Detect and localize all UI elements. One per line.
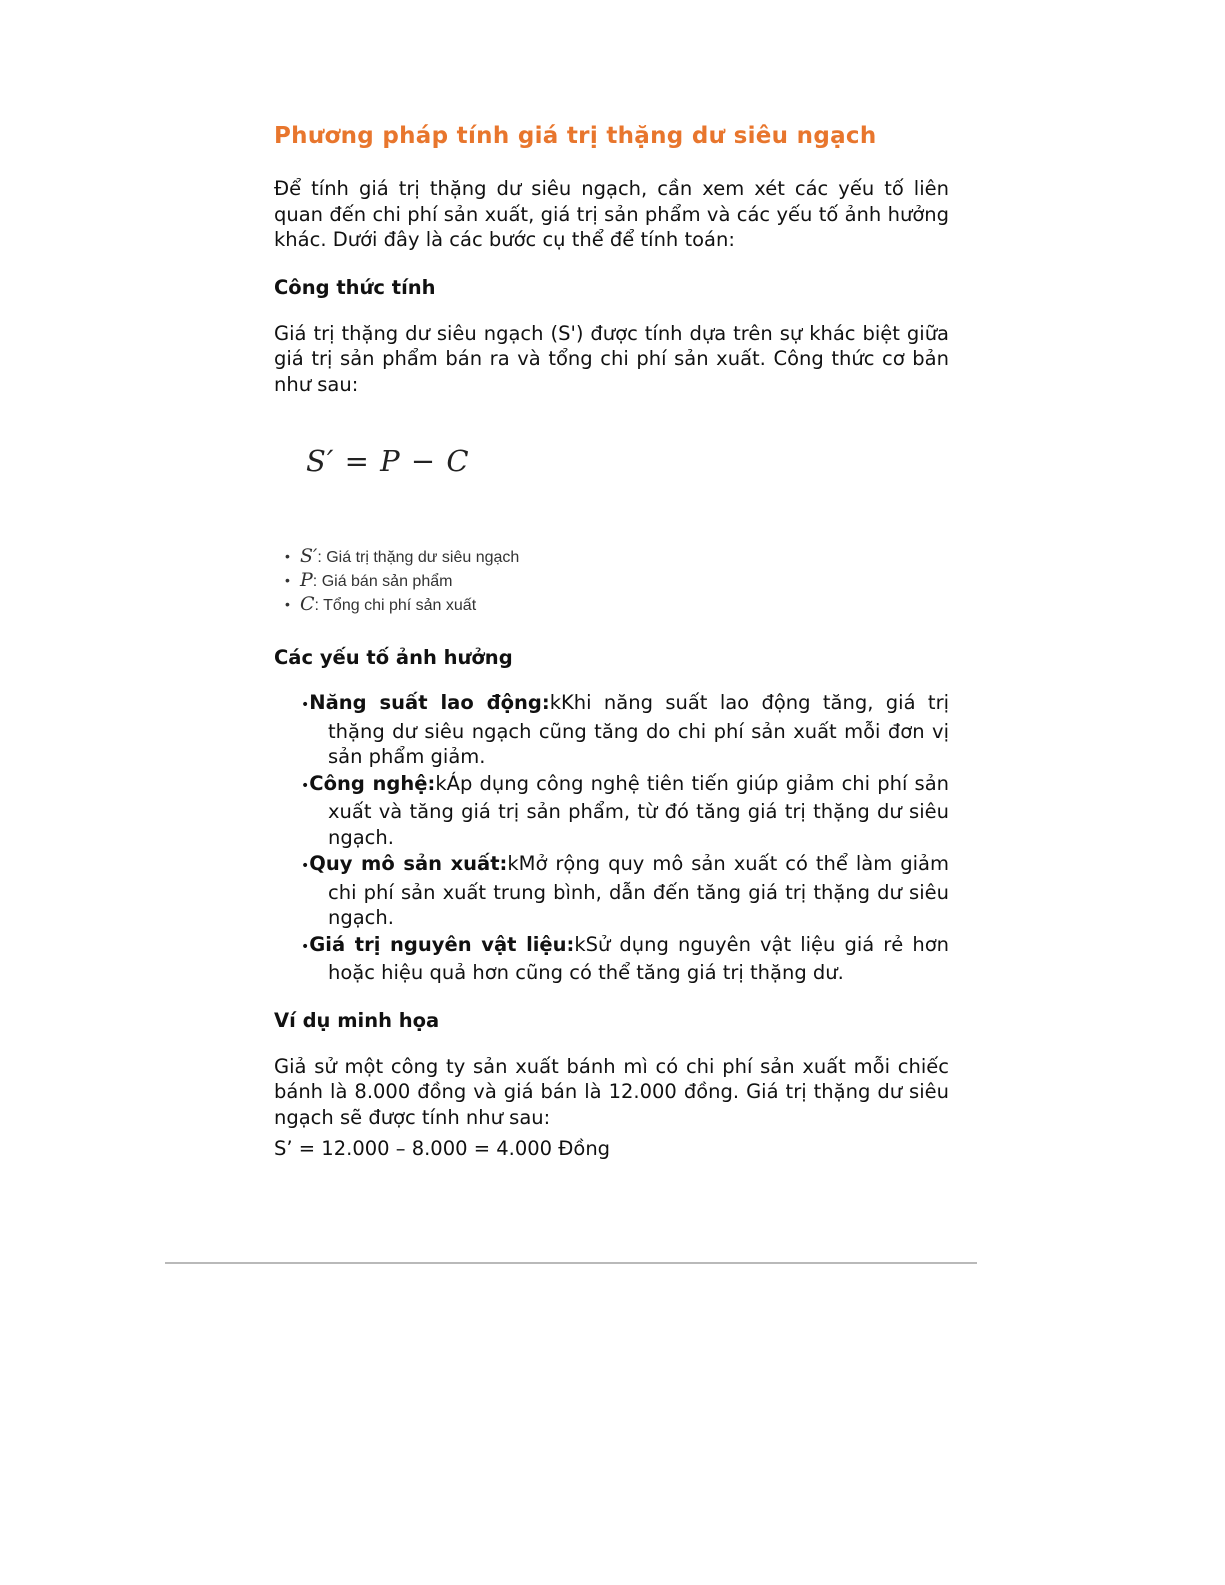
bullet-icon: • (301, 697, 310, 714)
definition-symbol: P (300, 569, 313, 592)
factor-text: kKhi năng suất lao động tăng, giá trị thặng dư siêu ngạch cũng tăng do chi phí sản xuất mỗi đơn vị sản phẩm giảm. (328, 691, 950, 769)
definition-text: : Giá bán sản phẩm (312, 573, 453, 591)
factors-heading: Các yếu tố ảnh hưởng (274, 646, 513, 670)
bullet-icon: • (301, 858, 310, 875)
intro-paragraph: Để tính giá trị thặng dư siêu ngạch, cần xem xét các yếu tố liên quan đến chi phí sản xuất, giá trị sản phẩm và các yếu tố ảnh hưởng khác. Dưới đây là các bước cụ thể để tính toán: (274, 177, 949, 252)
definition-item (274, 569, 949, 593)
page-title: Phương pháp tính giá trị thặng dư siêu ngạch (274, 123, 877, 149)
factor-name: Công nghệ: (309, 771, 436, 795)
formula-paragraph: Giá trị thặng dư siêu ngạch (S') được tính dựa trên sự khác biệt giữa giá trị sản phẩm bán ra và tổng chi phí sản xuất. Công thức cơ bản như sau: (274, 321, 949, 396)
factor-name: Giá trị nguyên vật liệu: (309, 932, 575, 956)
factor-item (274, 690, 949, 770)
bullet-icon: • (285, 572, 290, 589)
factor-item (274, 771, 949, 851)
definition-symbol: S′ (300, 545, 318, 568)
example-result: S’ = 12.000 – 8.000 = 4.000 Đồng (274, 1137, 611, 1161)
document-content (274, 120, 949, 1161)
definition-item (274, 593, 949, 617)
factor-name: Quy mô sản xuất: (309, 852, 508, 876)
bullet-icon: • (285, 596, 290, 613)
factor-name: Năng suất lao động: (309, 691, 550, 715)
example-paragraph: Giả sử một công ty sản xuất bánh mì có chi phí sản xuất mỗi chiếc bánh là 8.000 đồng và giá bán là 12.000 đồng. Giá trị thặng dư siêu ngạch sẽ được tính như sau: (274, 1054, 949, 1129)
formula-definitions (274, 545, 949, 617)
factor-text: kSử dụng nguyên vật liệu giá rẻ hơn hoặc hiệu quả hơn cũng có thể tăng giá trị thặng dư. (328, 932, 949, 985)
factor-item (274, 932, 949, 986)
definition-text: : Giá trị thặng dư siêu ngạch (317, 549, 520, 567)
factor-item (274, 851, 949, 931)
page-divider (165, 1262, 977, 1264)
factors-list (274, 690, 949, 986)
factor-text: kMở rộng quy mô sản xuất có thể làm giảm chi phí sản xuất trung bình, dẫn đến tăng giá trị thặng dư siêu ngạch. (328, 852, 949, 930)
bullet-icon: • (301, 777, 310, 794)
bullet-icon: • (301, 938, 310, 955)
definition-item (274, 545, 949, 569)
factor-text: kÁp dụng công nghệ tiên tiến giúp giảm chi phí sản xuất và tăng giá trị sản phẩm, từ đó tăng giá trị thặng dư siêu ngạch. (328, 771, 949, 849)
definition-symbol: C (300, 593, 315, 616)
example-heading: Ví dụ minh họa (274, 1008, 440, 1032)
formula-heading: Công thức tính (274, 275, 436, 299)
bullet-icon: • (285, 548, 290, 565)
definition-text: : Tổng chi phí sản xuất (314, 597, 477, 615)
formula-equation: S′ = P − C (306, 444, 470, 479)
